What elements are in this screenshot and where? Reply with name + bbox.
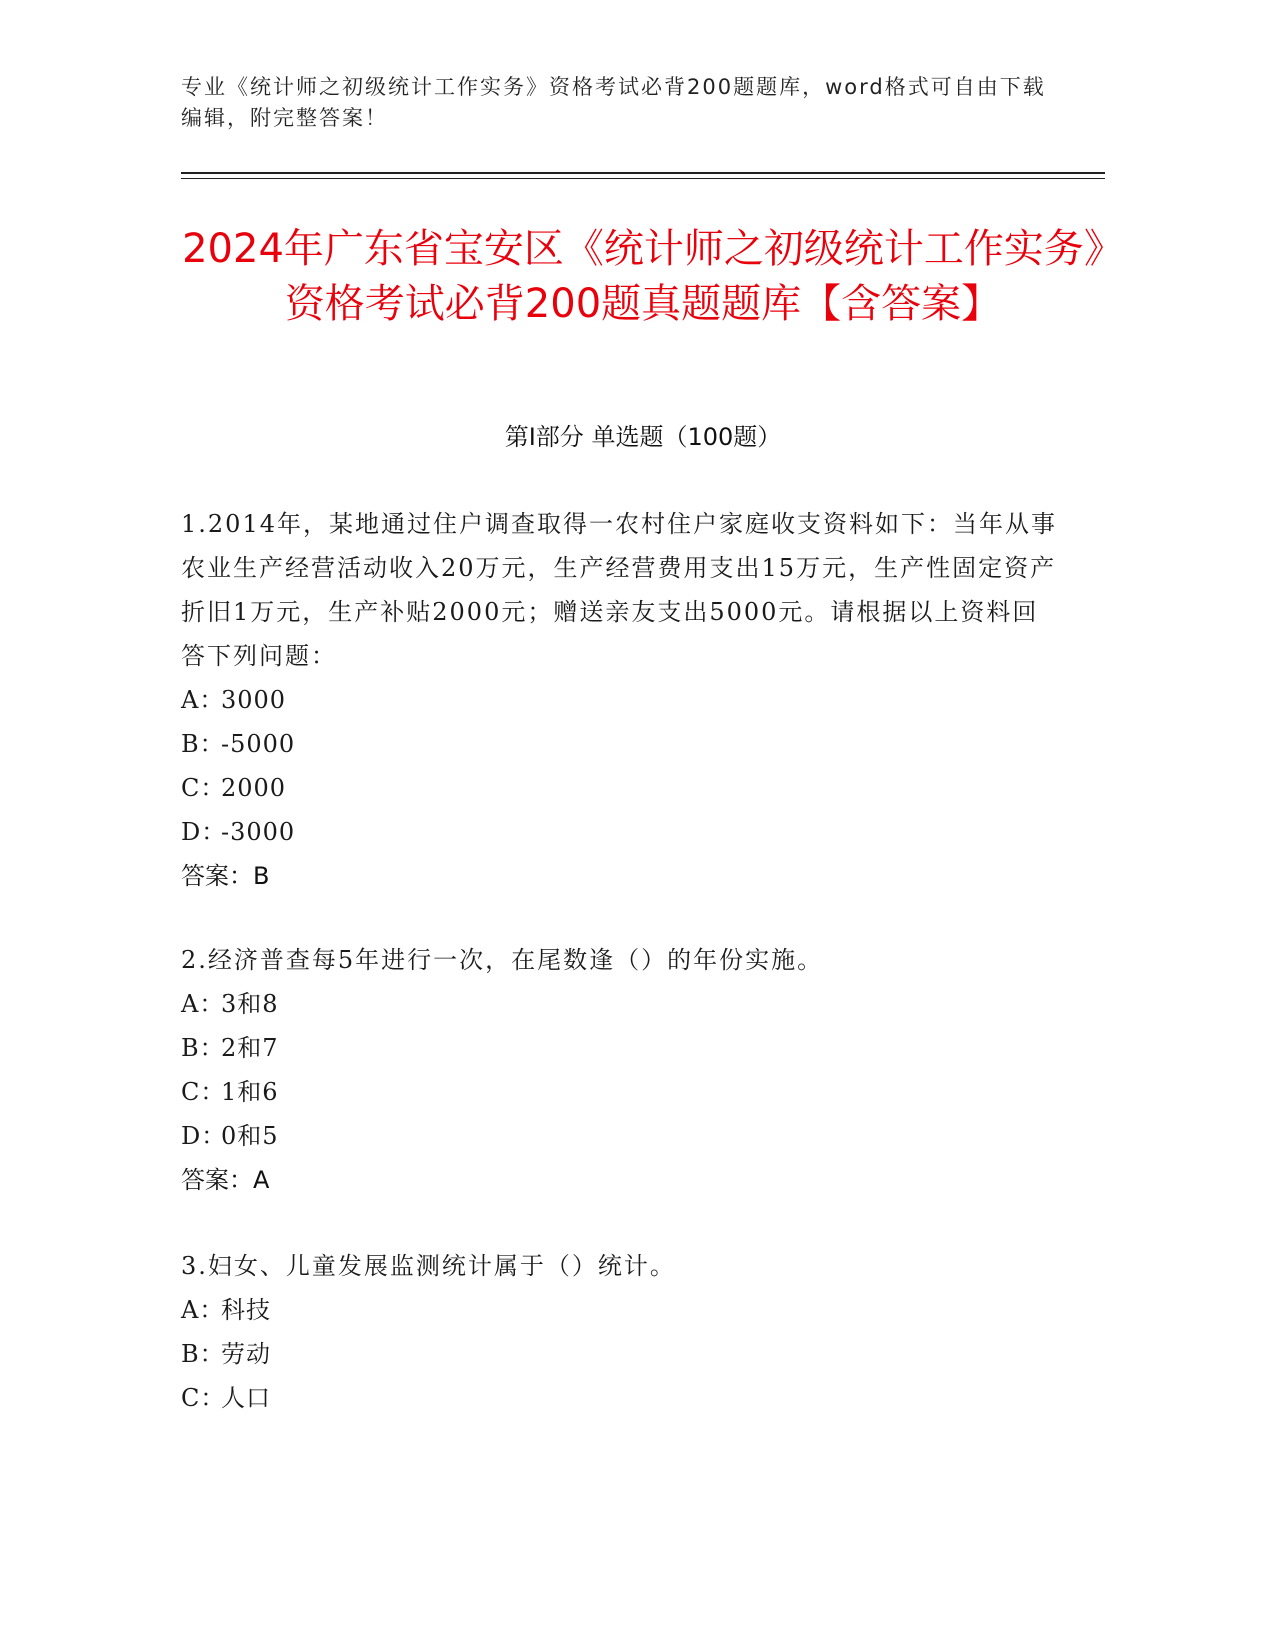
option-label: B： [181, 1034, 225, 1062]
option-d [181, 1114, 1061, 1158]
option-text: 科技 [221, 1296, 271, 1324]
option-text: 人口 [221, 1384, 271, 1412]
option-text: 1和6 [221, 1078, 279, 1106]
header-divider-thin [181, 178, 1105, 179]
option-label: A： [181, 686, 225, 714]
section-heading: 第I部分 单选题（100题） [504, 423, 782, 451]
option-b [181, 722, 1061, 766]
question-2 [181, 938, 1061, 1202]
option-text: 3000 [221, 686, 287, 714]
option-label: A： [181, 1296, 225, 1324]
option-text: -5000 [221, 730, 296, 758]
option-label: D： [181, 818, 227, 846]
option-a [181, 1288, 1061, 1332]
option-label: B： [181, 1340, 225, 1368]
option-b [181, 1026, 1061, 1070]
option-label: A： [181, 990, 225, 1018]
header-note: 专业《统计师之初级统计工作实务》资格考试必背200题题库，word格式可自由下载编辑，附完整答案！ [181, 75, 1046, 130]
question-stem: 2.经济普查每5年进行一次，在尾数逢（）的年份实施。 [181, 946, 824, 974]
option-label: B： [181, 730, 225, 758]
option-text: 0和5 [221, 1122, 279, 1150]
option-label: C： [181, 774, 226, 802]
question-stem: 3.妇女、儿童发展监测统计属于（）统计。 [181, 1252, 676, 1280]
option-d [181, 810, 1061, 854]
option-text: 2000 [221, 774, 287, 802]
option-text: 2和7 [221, 1034, 279, 1062]
answer-line: 答案：B [181, 862, 270, 890]
option-text: -3000 [221, 818, 296, 846]
document-title: 2024年广东省宝安区《统计师之初级统计工作实务》资格考试必背200题真题题库【含答案】 [182, 226, 1104, 327]
header-divider-thick [181, 172, 1105, 174]
answer-line: 答案：A [181, 1166, 270, 1194]
option-text: 3和8 [221, 990, 279, 1018]
option-c [181, 1376, 1061, 1420]
option-c [181, 1070, 1061, 1114]
option-label: C： [181, 1078, 226, 1106]
option-text: 劳动 [221, 1340, 271, 1368]
option-c [181, 766, 1061, 810]
question-stem: 1.2014年，某地通过住户调查取得一农村住户家庭收支资料如下：当年从事农业生产经营活动收入20万元，生产经营费用支出15万元，生产性固定资产折旧1万元，生产补贴2000元；赠送亲友支出5000元。请根据以上资料回答下列问题： [181, 510, 1057, 670]
option-label: C： [181, 1384, 226, 1412]
question-3 [181, 1244, 1061, 1420]
option-label: D： [181, 1122, 227, 1150]
option-a [181, 982, 1061, 1026]
question-1 [181, 502, 1061, 898]
option-a [181, 678, 1061, 722]
option-b [181, 1332, 1061, 1376]
